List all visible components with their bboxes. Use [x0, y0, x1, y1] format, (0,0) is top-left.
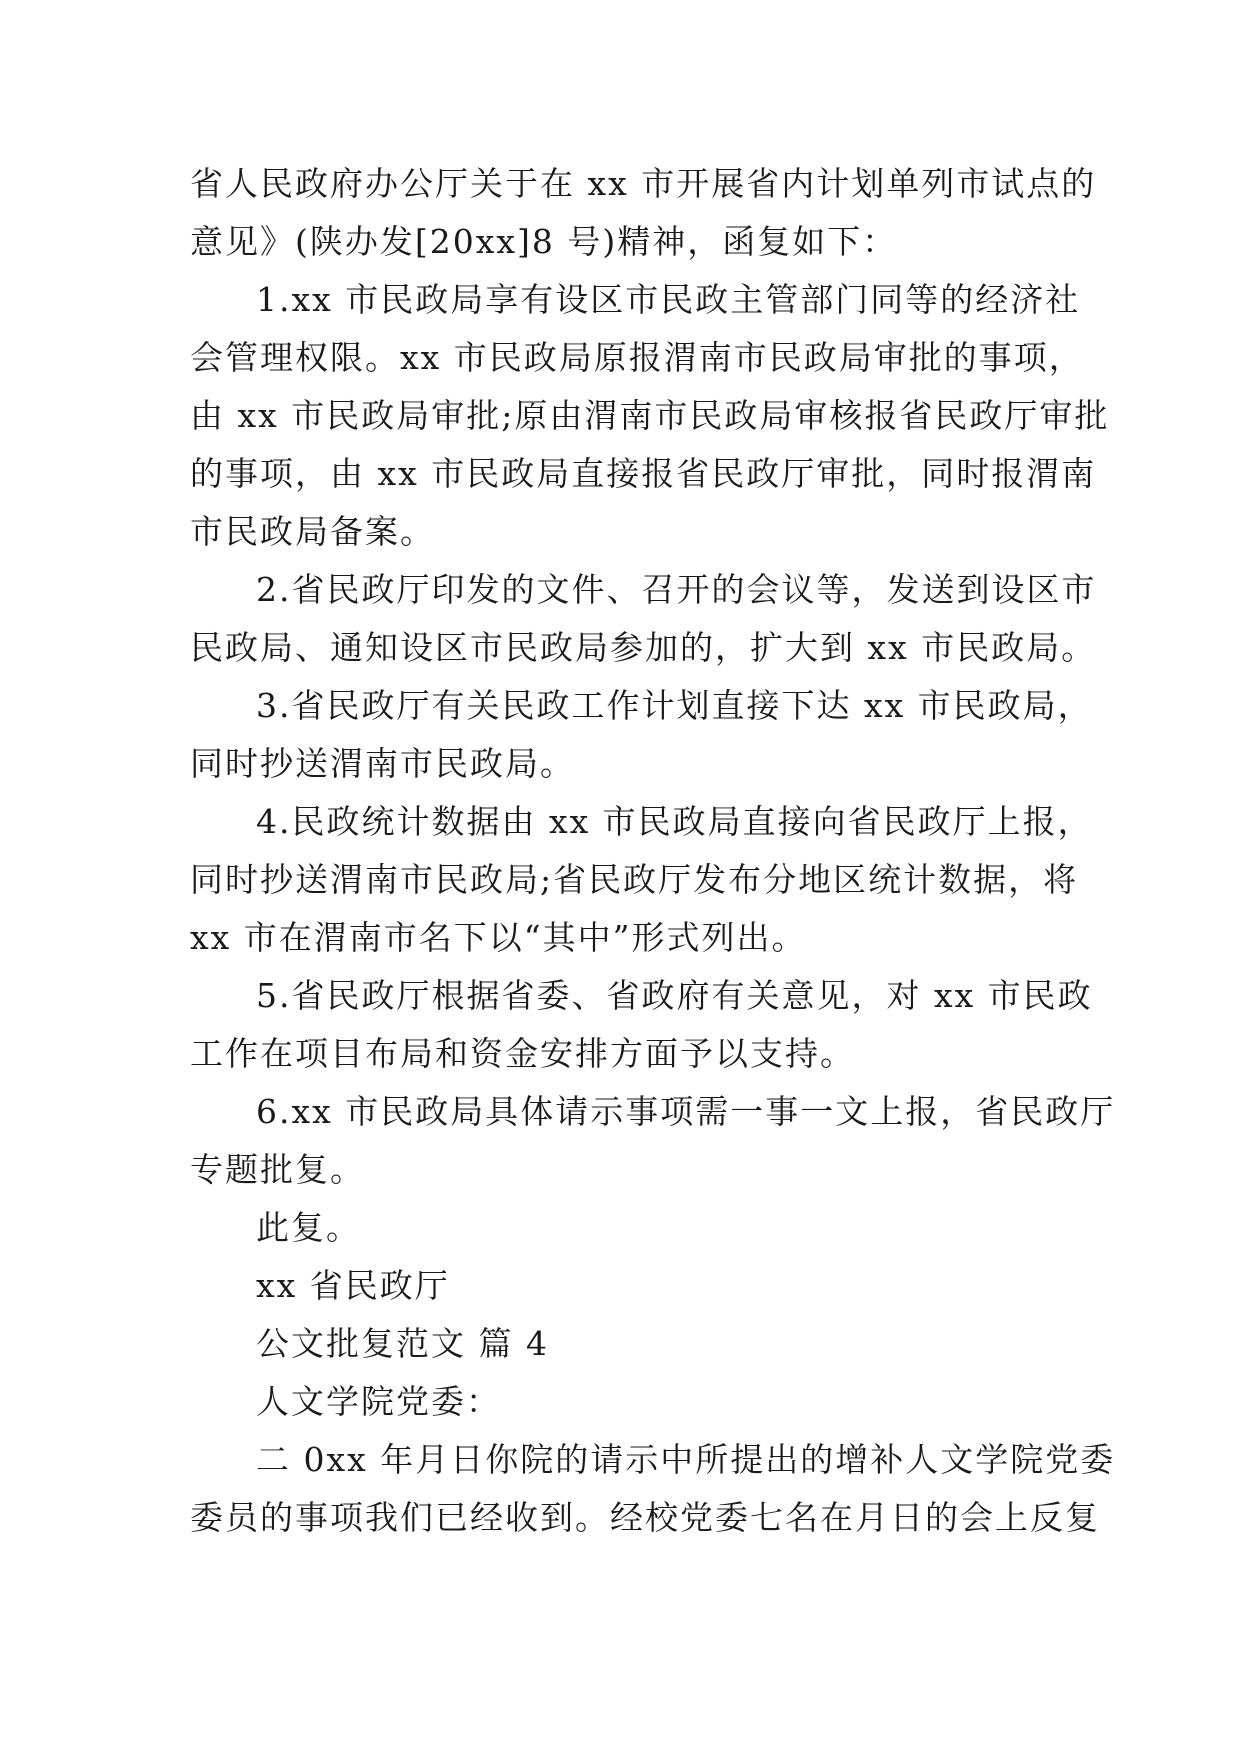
text-line: 6.xx 市民政局具体请示事项需一事一文上报，省民政厅: [256, 1092, 1116, 1131]
text-line: 市民政局备案。: [190, 512, 435, 551]
text-line: 民政局、通知设区市民政局参加的，扩大到 xx 市民政局。: [190, 628, 1097, 667]
text-line: 同时抄送渭南市民政局。: [190, 744, 575, 783]
text-line: 委员的事项我们已经收到。经校党委七名在月日的会上反复: [190, 1498, 1100, 1537]
salutation-line: 人文学院党委：: [256, 1382, 501, 1421]
text-line: 二 0xx 年月日你院的请示中所提出的增补人文学院党委: [256, 1440, 1116, 1479]
signature-line: xx 省民政厅: [256, 1266, 450, 1305]
text-line: 专题批复。: [190, 1150, 365, 1189]
document-body: [190, 155, 1116, 1547]
text-line: 5.省民政厅根据省委、省政府有关意见，对 xx 市民政: [256, 976, 1093, 1015]
text-line: 1.xx 市民政局享有设区市民政主管部门同等的经济社: [256, 280, 1081, 319]
text-line: 3.省民政厅有关民政工作计划直接下达 xx 市民政局，: [256, 686, 1093, 725]
text-line: xx 市在渭南市名下以“其中”形式列出。: [190, 918, 807, 957]
text-line: 4.民政统计数据由 xx 市民政局直接向省民政厅上报，: [256, 802, 1093, 841]
closing-line: 此复。: [256, 1208, 361, 1247]
text-line: 工作在项目布局和资金安排方面予以支持。: [190, 1034, 855, 1073]
section-heading: 公文批复范文 篇 4: [256, 1324, 549, 1363]
text-line: 省人民政府办公厅关于在 xx 市开展省内计划单列市试点的: [190, 164, 1097, 203]
text-line: 由 xx 市民政局审批;原由渭南市民政局审核报省民政厅审批: [190, 396, 1110, 435]
text-line: 2.省民政厅印发的文件、召开的会议等，发送到设区市: [256, 570, 1097, 609]
text-line: 同时抄送渭南市民政局;省民政厅发布分地区统计数据，将: [190, 860, 1079, 899]
text-line: 意见》(陕办发[20xx]8 号)精神，函复如下：: [190, 222, 898, 261]
text-line: 的事项，由 xx 市民政局直接报省民政厅审批，同时报渭南: [190, 454, 1097, 493]
text-line: 会管理权限。xx 市民政局原报渭南市民政局审批的事项，: [190, 338, 1084, 377]
